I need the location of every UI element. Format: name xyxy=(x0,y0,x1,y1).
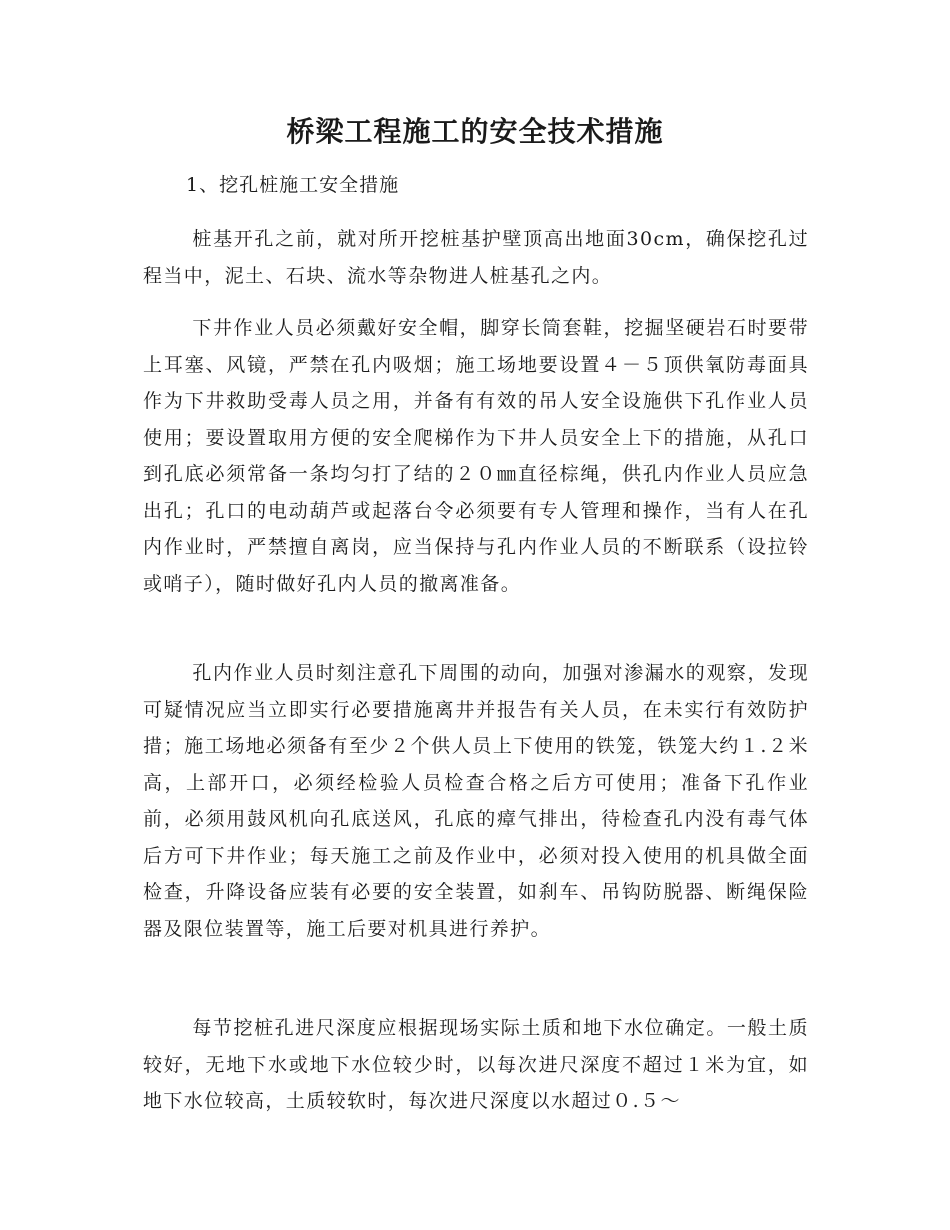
section-heading: 1、挖孔桩施工安全措施 xyxy=(186,174,400,196)
paragraph-3: 孔内作业人员时刻注意孔下周围的动向，加强对渗漏水的观察，发现可疑情况应当立即实行必要措施离井并报告有关人员，在未实行有效防护措；施工场地必须备有至少２个供人员上下使用的铁笼，铁笼大约１.２米高，上部开口，必须经检验人员检查合格之后方可使用；准备下孔作业前，必须用鼓风机向孔底送风，孔底的瘴气排出，待检查孔内没有毒气体后方可下井作业；每天施工之前及作业中，必须对投入使用的机具做全面检查，升降设备应装有必要的安全装置，如刹车、吊钩防脱器、断绳保险器及限位装置等，施工后要对机具进行养护。 xyxy=(143,662,809,940)
paragraph-2: 下井作业人员必须戴好安全帽，脚穿长筒套鞋，挖掘坚硬岩石时要带上耳塞、风镜，严禁在孔内吸烟；施工场地要设置４－５顶供氧防毒面具作为下井救助受毒人员之用，并备有有效的吊人安全设施供下孔作业人员使用；要设置取用方便的安全爬梯作为下井人员安全上下的措施，从孔口到孔底必须常备一条均匀打了结的２０㎜直径棕绳，供孔内作业人员应急出孔；孔口的电动葫芦或起落台令必须要有专人管理和操作，当有人在孔内作业时，严禁擅自离岗，应当保持与孔内作业人员的不断联系（设拉铃或哨子），随时做好孔内人员的撤离准备。 xyxy=(143,317,809,595)
paragraph-4: 每节挖桩孔进尺深度应根据现场实际土质和地下水位确定。一般土质较好，无地下水或地下水位较少时，以每次进尺深度不超过１米为宜，如地下水位较高，土质较软时，每次进尺深度以水超过０.５～ xyxy=(143,1017,809,1112)
document-title: 桥梁工程施工的安全技术措施 xyxy=(286,115,664,148)
paragraph-1: 桩基开孔之前，就对所开挖桩基护壁顶高出地面30cm，确保挖孔过程当中，泥土、石块、流水等杂物进人桩基孔之内。 xyxy=(143,228,809,287)
